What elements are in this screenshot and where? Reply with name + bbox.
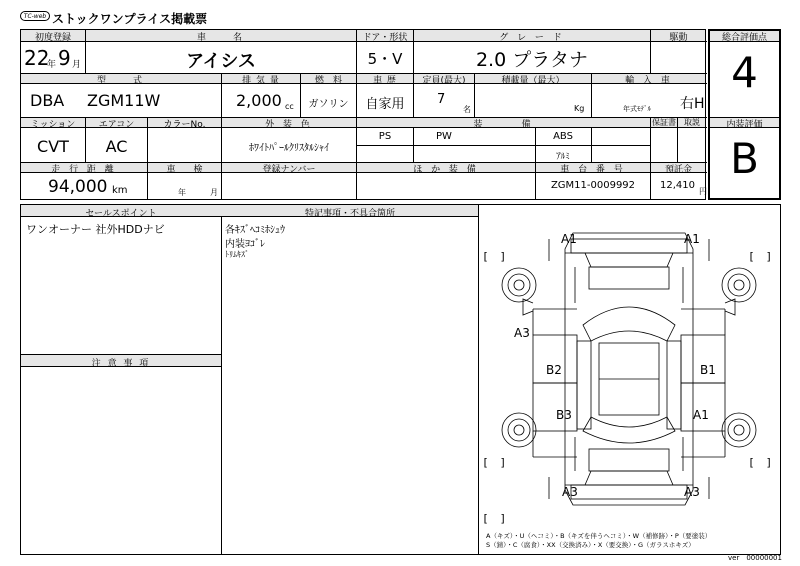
label-import: 輸 入 車 xyxy=(625,76,673,86)
label-sales-points: セールスポイント xyxy=(85,209,157,219)
damage-rear-left: A3 xyxy=(562,485,578,499)
legend-line-1: A（キズ）・U（ヘコミ）・B（キズを伴うヘコミ）・W（補修跡）・P（要塗装） xyxy=(486,532,712,540)
damage-left-rear: B3 xyxy=(556,408,572,422)
car-diagram xyxy=(479,205,780,530)
equip-ps: PS xyxy=(378,131,392,142)
label-car-history: 車 歴 xyxy=(373,76,397,86)
fuel-value: ガソリン xyxy=(308,99,349,110)
version-text: ver 00000001 xyxy=(728,554,782,562)
label-overall-score: 総合評価点 xyxy=(721,33,767,43)
equip-pw: PW xyxy=(436,131,452,142)
mileage-value: 94,000 xyxy=(48,177,108,197)
chassis-value: ZGM11-0009992 xyxy=(550,180,636,191)
label-color-no: カラーNo. xyxy=(163,120,206,130)
label-manual: 取説 xyxy=(684,118,700,127)
label-warranty: 保証書 xyxy=(652,118,676,127)
equip-abs: ABS xyxy=(553,131,573,142)
label-deposit: 預託金 xyxy=(664,165,692,175)
label-drive: 駆動 xyxy=(669,33,688,43)
logo: TC-web xyxy=(20,11,50,21)
year-unit: 年 xyxy=(47,60,57,70)
car-name-value: アイシス xyxy=(186,51,256,72)
label-first-reg: 初度登録 xyxy=(34,33,71,43)
displacement-unit: cc xyxy=(285,102,294,111)
label-mission: ミッション xyxy=(30,120,76,130)
label-model: 型 式 xyxy=(96,76,145,86)
label-chassis-number: 車 台 番 号 xyxy=(560,165,626,175)
deposit-unit: 円 xyxy=(699,187,707,196)
label-aircon: エアコン xyxy=(98,120,135,130)
aircon-value: AC xyxy=(105,137,128,156)
equip-alloy: ｱﾙﾐ xyxy=(556,152,570,162)
model-value: ZGM11W xyxy=(87,91,161,110)
special-note-3: ﾄﾘﾑｷｽﾞ xyxy=(225,250,249,259)
deposit-value: 12,410 xyxy=(660,180,695,191)
label-equipment: 装 備 xyxy=(473,120,534,130)
label-car-name: 車 名 xyxy=(196,33,245,43)
page-title: ストックワンプライス掲載票 xyxy=(52,12,208,26)
bracket-bottom: [ ] xyxy=(482,512,507,525)
label-capacity: 定員(最大) xyxy=(422,76,466,86)
damage-right-rear: A1 xyxy=(693,408,709,422)
inspection-month: 月 xyxy=(210,188,218,197)
label-fuel: 燃 料 xyxy=(314,76,342,86)
bracket-rear-left: [ ] xyxy=(482,456,507,469)
damage-rear-right: A3 xyxy=(684,485,700,499)
label-exterior-color: 外 装 色 xyxy=(265,120,313,130)
import-label: 年式ﾓﾃﾞﾙ xyxy=(623,105,651,113)
damage-front-left: A1 xyxy=(561,232,577,246)
label-grade: グ レ ー ド xyxy=(499,33,565,43)
bracket-front-right: [ ] xyxy=(748,250,773,263)
displacement-value: 2,000 xyxy=(236,91,282,110)
sales-points-text: ワンオーナー 社外HDDナビ xyxy=(26,223,165,236)
label-other-equipment: ほ か 装 備 xyxy=(413,165,479,175)
capacity-unit: 名 xyxy=(463,105,471,114)
bracket-front-left: [ ] xyxy=(482,250,507,263)
special-note-2: 内装ﾖｺﾞﾚ xyxy=(225,239,265,250)
label-interior-score: 内装評価 xyxy=(726,120,763,130)
special-note-1: 各ｷｽﾞﾍｺﾐﾎｼｭｳ xyxy=(225,225,285,236)
label-load: 積載量（最大） xyxy=(501,76,565,86)
label-inspection: 車 検 xyxy=(166,165,203,175)
label-caution: 注 意 事 項 xyxy=(91,359,151,369)
damage-front-right: A1 xyxy=(684,232,700,246)
damage-left-mid: B2 xyxy=(546,363,562,377)
mileage-unit: km xyxy=(112,185,128,196)
label-door-shape: ドア・形状 xyxy=(362,33,408,43)
damage-left-front: A3 xyxy=(514,326,530,340)
label-special-notes: 特記事項・不具合箇所 xyxy=(304,209,395,219)
steering-value: 右H xyxy=(680,96,705,112)
month-unit: 月 xyxy=(72,60,82,70)
interior-score-value: B xyxy=(730,134,759,183)
history-value: 自家用 xyxy=(365,97,405,112)
mission-value: CVT xyxy=(37,137,69,156)
exterior-value: ﾎﾜｲﾄﾊﾟｰﾙｸﾘｽﾀﾙｼｬｲ xyxy=(249,143,329,154)
label-reg-number: 登録ナンバー xyxy=(262,165,316,175)
door-value: 5・V xyxy=(367,50,403,68)
label-mileage: 走 行 距 離 xyxy=(51,165,117,175)
capacity-value: 7 xyxy=(437,92,446,107)
grade-value: 2.0 プラタナ xyxy=(475,49,589,71)
first-reg-month: 9 xyxy=(58,46,71,70)
model-prefix: DBA xyxy=(30,91,65,110)
inspection-year: 年 xyxy=(178,188,186,197)
bracket-rear-right: [ ] xyxy=(748,456,773,469)
load-unit: Kg xyxy=(574,104,585,113)
first-reg-year: 22 xyxy=(24,46,50,70)
legend-line-2: S（錆）・C（腐食）・XX（交換済み）・X（要交換）・G（ガラスホキズ） xyxy=(486,541,695,549)
damage-right-mid: B1 xyxy=(700,363,716,377)
label-displacement: 排 気 量 xyxy=(242,76,280,86)
overall-score-value: 4 xyxy=(731,48,758,97)
